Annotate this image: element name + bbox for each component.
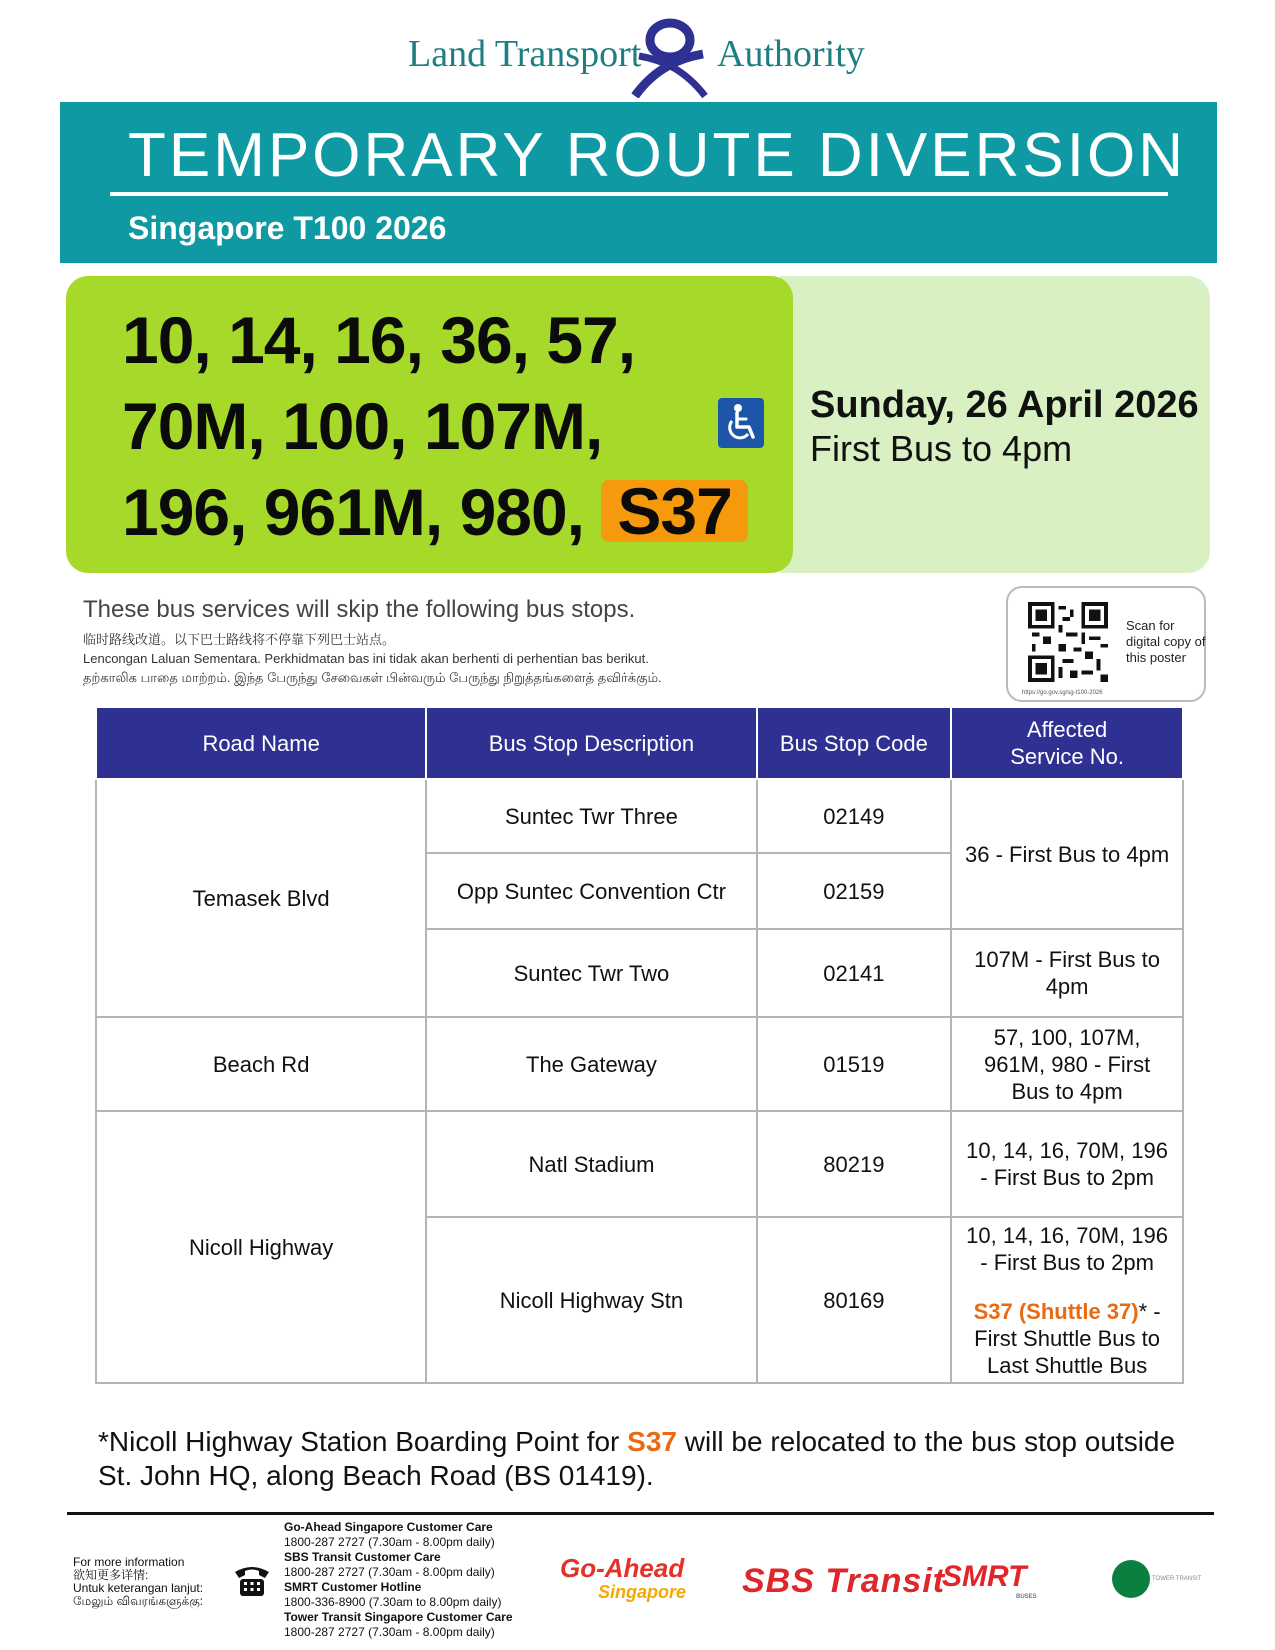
diversion-time: First Bus to 4pm bbox=[810, 428, 1073, 469]
intro-text bbox=[83, 596, 662, 687]
more-info-malay: Untuk keterangan lanjut: bbox=[73, 1581, 204, 1595]
s37-shuttle-label: S37 (Shuttle 37) bbox=[973, 1298, 1139, 1324]
services-line-1: 10, 14, 16, 36, 57, bbox=[122, 303, 636, 377]
contact-goahead: Go-Ahead Singapore Customer Care 1800-287 2727 (7.30am - 8.00pm daily) bbox=[284, 1520, 495, 1549]
go-ahead-logo: Go-Ahead Singapore bbox=[560, 1553, 687, 1602]
affected-services: 36 - First Bus to 4pm bbox=[951, 779, 1183, 929]
table-header-row bbox=[96, 707, 1183, 779]
more-info-english: For more information bbox=[73, 1555, 185, 1569]
stop-code: 02141 bbox=[757, 929, 952, 1017]
stop-description: The Gateway bbox=[426, 1017, 756, 1111]
more-info-labels bbox=[73, 1556, 203, 1608]
stop-description: Natl Stadium bbox=[426, 1111, 756, 1217]
affected-services-regular: 10, 14, 16, 70M, 196 - First Bus to 2pm bbox=[966, 1222, 1168, 1275]
qr-caption: Scan for digital copy of this poster bbox=[1126, 618, 1206, 665]
header-bus-stop-code: Bus Stop Code bbox=[757, 707, 952, 779]
stop-code: 80169 bbox=[757, 1217, 952, 1383]
road-beach-rd: Beach Rd bbox=[96, 1017, 426, 1111]
page-subtitle: Singapore T100 2026 bbox=[128, 210, 447, 246]
wheelchair-accessible-icon bbox=[718, 398, 764, 448]
lta-logo bbox=[390, 18, 880, 98]
stop-code: 02159 bbox=[757, 853, 952, 929]
qr-url[interactable]: https://go.gov.sg/sg-t100-2026 bbox=[1022, 690, 1103, 696]
table-row bbox=[96, 1111, 1183, 1217]
road-temasek-blvd: Temasek Blvd bbox=[96, 779, 426, 1017]
note-text-1: *Nicoll Highway Station Boarding Point for bbox=[98, 1426, 628, 1457]
s37-badge: S37 bbox=[601, 480, 747, 542]
services-panel bbox=[66, 276, 793, 573]
title-divider bbox=[110, 192, 1168, 196]
contact-list bbox=[284, 1520, 513, 1640]
contact-smrt: SMRT Customer Hotline 1800-336-8900 (7.30am to 8.00pm daily) bbox=[284, 1580, 502, 1609]
telephone-icon bbox=[232, 1562, 272, 1603]
services-line-3-text: 196, 961M, 980, bbox=[122, 475, 585, 549]
more-info-chinese: 欲知更多详情: bbox=[73, 1568, 149, 1582]
relocation-note bbox=[98, 1425, 1208, 1493]
intro-chinese: 临时路线改道。以下巴士路线将不停靠下列巴士站点。 bbox=[83, 632, 396, 647]
header-bus-stop-description: Bus Stop Description bbox=[426, 707, 756, 779]
header-affected-service: Affected Service No. bbox=[951, 707, 1183, 779]
footer-divider bbox=[67, 1512, 1214, 1515]
header-band bbox=[60, 102, 1217, 263]
affected-services: 107M - First Bus to 4pm bbox=[951, 929, 1183, 1017]
logo-text-authority: Authority bbox=[717, 33, 865, 75]
stop-description: Suntec Twr Two bbox=[426, 929, 756, 1017]
page-title: TEMPORARY ROUTE DIVERSION bbox=[128, 121, 1186, 190]
table-row bbox=[96, 1017, 1183, 1111]
intro-tamil: தற்காலிக பாதை மாற்றம். இந்த பேருந்து சேவைகள் பின்வரும் பேருந்து நிறுத்தங்களைத் தவிர்க்கும். bbox=[83, 670, 662, 685]
road-nicoll-highway: Nicoll Highway bbox=[96, 1111, 426, 1383]
more-info-tamil: மேலும் விவரங்களுக்கு: bbox=[73, 1594, 204, 1608]
note-text-2: will be relocated to the bus stop outside St. John HQ, along Beach Road (BS 01419). bbox=[98, 1426, 1176, 1491]
affected-services-shuttle bbox=[960, 1298, 1174, 1379]
header-road-name: Road Name bbox=[96, 707, 426, 779]
table-row bbox=[96, 779, 1183, 853]
stop-code: 01519 bbox=[757, 1017, 952, 1111]
contact-tower-transit: Tower Transit Singapore Customer Care 1800-287 2727 (7.30am - 8.00pm daily) bbox=[284, 1610, 513, 1639]
sbs-transit-logo: SBS Transit bbox=[742, 1562, 946, 1600]
affected-services: 10, 14, 16, 70M, 196 - First Bus to 2pm bbox=[951, 1111, 1183, 1217]
affected-services bbox=[951, 1217, 1183, 1383]
stop-code: 02149 bbox=[757, 779, 952, 853]
note-s37: S37 bbox=[627, 1426, 677, 1457]
tower-transit-logo bbox=[1112, 1560, 1150, 1598]
s37-shuttle-detail: * - First Shuttle Bus to Last Shuttle Bus bbox=[974, 1298, 1161, 1378]
affected-services: 57, 100, 107M, 961M, 980 - First Bus to 4pm bbox=[951, 1017, 1183, 1111]
diversion-date: Sunday, 26 April 2026 bbox=[810, 384, 1199, 426]
intro-malay: Lencongan Laluan Sementara. Perkhidmatan bas ini tidak akan berhenti di perhentian bas berikut. bbox=[83, 651, 649, 666]
services-line-2: 70M, 100, 107M, bbox=[122, 389, 603, 463]
qr-box bbox=[1006, 586, 1206, 702]
stop-description: Nicoll Highway Stn bbox=[426, 1217, 756, 1383]
stop-code: 80219 bbox=[757, 1111, 952, 1217]
lta-logo-icon bbox=[625, 18, 715, 98]
date-panel bbox=[780, 276, 1210, 573]
smrt-logo: SMRT BUSES bbox=[942, 1560, 1037, 1600]
stop-description: Opp Suntec Convention Ctr bbox=[426, 853, 756, 929]
skipped-stops-table bbox=[95, 706, 1184, 1384]
logo-text-land-transport: Land Transport bbox=[408, 33, 642, 75]
qr-code-icon[interactable] bbox=[1028, 602, 1108, 682]
contact-sbs: SBS Transit Customer Care 1800-287 2727 (7.30am - 8.00pm daily) bbox=[284, 1550, 495, 1579]
stop-description: Suntec Twr Three bbox=[426, 779, 756, 853]
tower-transit-label: TOWER TRANSIT bbox=[1152, 1576, 1202, 1582]
services-line-3 bbox=[122, 474, 748, 550]
intro-english: These bus services will skip the following bus stops. bbox=[83, 596, 636, 623]
